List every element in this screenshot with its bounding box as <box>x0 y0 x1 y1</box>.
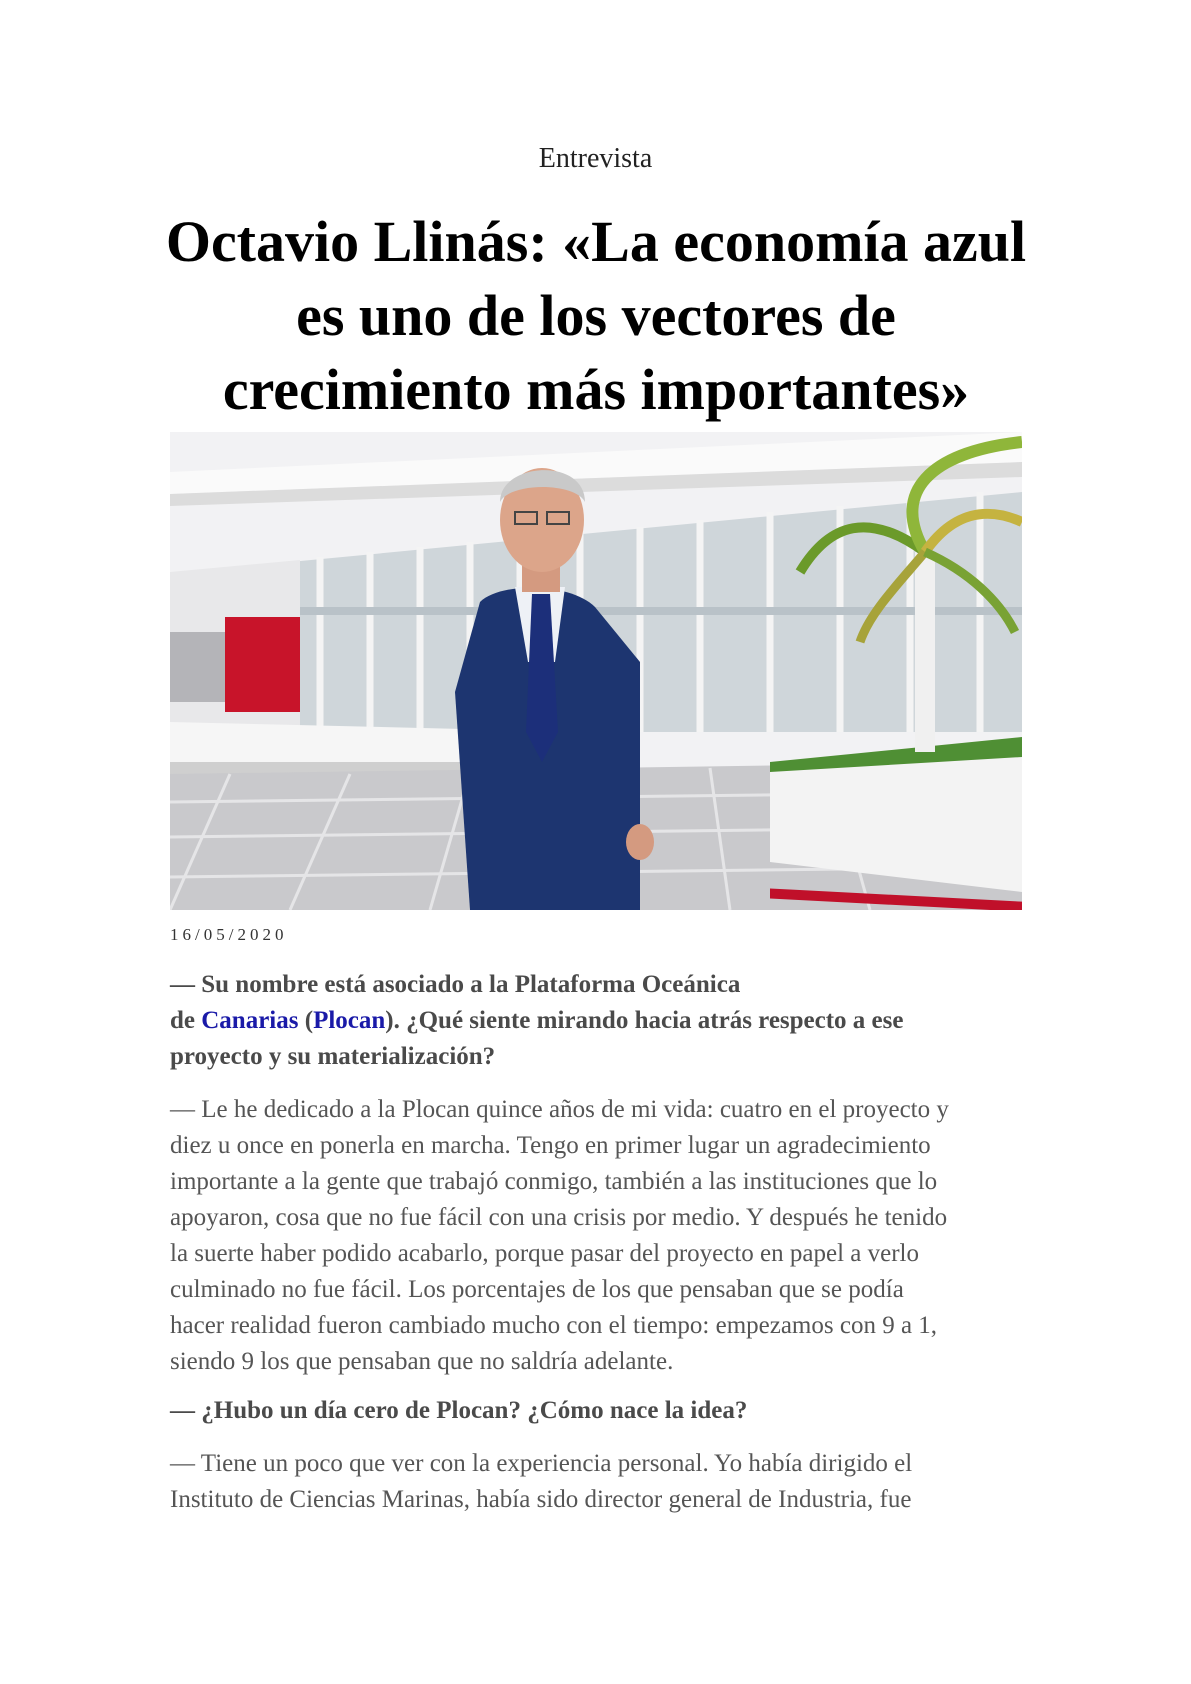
canarias-link[interactable]: Canarias <box>201 1007 299 1034</box>
headline: Octavio Llinás: «La economía azul es uno de los vectores de crecimiento más importantes» <box>165 209 1027 422</box>
answer-1-line: — Le he dedicado a la Plocan quince años de mi vida: cuatro en el proyecto y <box>170 1096 949 1123</box>
answer-2-line: — Tiene un poco que ver con la experiencia personal. Yo había dirigido el <box>170 1450 913 1477</box>
answer-1-line: siendo 9 los que pensaban que no saldría adelante. <box>170 1348 674 1375</box>
question-1-line-2-prefix: de <box>170 1007 202 1034</box>
question-1-line-1: — Su nombre está asociado a la Plataforma Oceánica <box>170 971 741 998</box>
answer-1-line: la suerte haber podido acabarlo, porque pasar del proyecto en papel a verlo <box>170 1240 919 1267</box>
question-1 <box>170 967 1020 1075</box>
question-1-line-2-suffix: ). ¿Qué siente mirando hacia atrás respecto a ese <box>385 1007 904 1034</box>
answer-1 <box>170 1092 1020 1380</box>
open-paren: ( <box>298 1007 314 1034</box>
section-label: Entrevista <box>538 143 653 174</box>
question-2: — ¿Hubo un día cero de Plocan? ¿Cómo nace la idea? <box>170 1397 748 1424</box>
answer-2 <box>170 1446 1020 1518</box>
question-1-line-2 <box>170 1003 1020 1039</box>
answer-1-line: culminado no fue fácil. Los porcentajes de los que pensaban que se podía <box>170 1276 904 1303</box>
plocan-link[interactable]: Plocan <box>313 1007 386 1034</box>
answer-1-line: importante a la gente que trabajó conmigo, también a las instituciones que lo <box>170 1168 938 1195</box>
article-date: 16/05/2020 <box>170 925 288 944</box>
answer-2-line: Instituto de Ciencias Marinas, había sido director general de Industria, fue <box>170 1486 912 1513</box>
answer-1-line: hacer realidad fueron cambiado mucho con el tiempo: empezamos con 9 a 1, <box>170 1312 938 1339</box>
photo-illustration <box>170 432 1022 910</box>
portrait-photo <box>170 432 1022 910</box>
answer-1-line: apoyaron, cosa que no fue fácil con una crisis por medio. Y después he tenido <box>170 1204 948 1231</box>
question-1-line-3: proyecto y su materialización? <box>170 1043 496 1070</box>
answer-1-line: diez u once en ponerla en marcha. Tengo en primer lugar un agradecimiento <box>170 1132 931 1159</box>
